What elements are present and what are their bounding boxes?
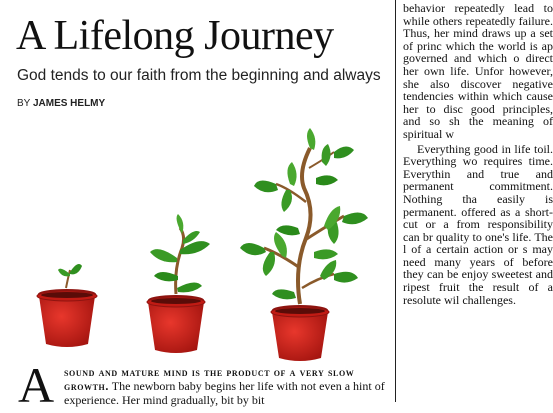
article-subtitle: God tends to our faith from the beginning and always: [17, 67, 381, 84]
author-name: JAMES HELMY: [32, 98, 106, 109]
lead-smallcaps: sound and mature mind is the product of a very slow growth.: [64, 365, 355, 393]
drop-cap: A: [18, 357, 55, 413]
mature-plant-pot: [240, 128, 368, 361]
side-paragraph-1: behavior repeatedly lead to while others repeatedly failure. Thus, her mind draws up a set of princ which the world is ap governed and which o direct her own life. Unfor however, she also discover negative tendencies within which cause her to disc good principles, and so sh the meaning of spiritual w: [403, 1, 553, 141]
young-plant-pot: [147, 214, 210, 353]
byline: [17, 98, 105, 109]
lead-paragraph: [64, 365, 390, 407]
column-divider: [395, 0, 396, 402]
side-paragraph-2: Everything good in life toil. Everything wo requires time. Everythin and true and permanent commitment. Nothing tha easily is permanent. offered as a short-cut or a from responsibility can br quality to one's life. The l of a certain action or s may need many years of before they can be enjoy sweetest and ripest fruit the result of a resolute wil challenges.: [403, 141, 553, 307]
lead-text: The newborn baby begins her life with not even a hint of experience. Her mind gradually, bit by bit: [64, 379, 385, 407]
seedling-pot: [37, 264, 97, 347]
growing-plants-illustration: [0, 128, 394, 364]
article-title: A Lifelong Journey: [16, 13, 334, 59]
byline-prefix: BY: [17, 98, 31, 109]
article-side-column: [403, 2, 553, 306]
